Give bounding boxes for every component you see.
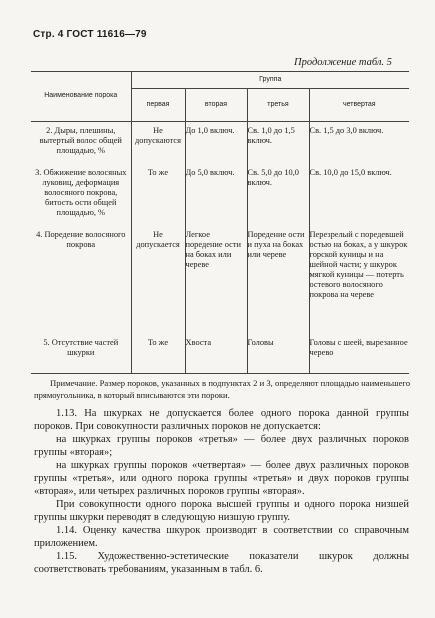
cell-third: Головы bbox=[247, 338, 309, 374]
cell-fourth: Перезрелый с поредевшей остью на боках, а у шкурок горской куницы и на шейной части; у шкурок мягкой куницы — потерть остевого волосяного покрова на череве bbox=[309, 230, 409, 338]
table-row bbox=[31, 122, 409, 168]
table-continuation-caption: Продолжение табл. 5 bbox=[294, 57, 392, 68]
cell-first: Не допускается bbox=[131, 230, 185, 338]
paragraph: 1.15. Художественно-эстетические показатели шкурок должны соответствовать требованиям, указанным в табл. 6. bbox=[34, 551, 409, 575]
header-group-second: вторая bbox=[185, 89, 247, 122]
cell-first: Не допускаются bbox=[131, 122, 185, 168]
cell-second: Легкое поредение ости на боках или череве bbox=[185, 230, 247, 338]
table-row bbox=[31, 338, 409, 374]
body-text bbox=[34, 407, 409, 576]
table-row bbox=[31, 230, 409, 338]
table-row bbox=[31, 168, 409, 230]
defect-name: 3. Обжижение волосяных луковиц, деформация волосяного покрова, битость ости общей площадью, % bbox=[35, 167, 127, 217]
page-header: Стр. 4 ГОСТ 11616—79 bbox=[33, 29, 147, 40]
paragraph: на шкурках группы пороков «третья» — более двух различных пороков группы «вторая»; bbox=[34, 434, 409, 458]
cell-third: Поредение ости и пуха на боках или череве bbox=[247, 230, 309, 338]
cell-first: То же bbox=[131, 168, 185, 230]
header-defect-name: Наименование порока bbox=[31, 72, 131, 122]
cell-second: До 5,0 включ. bbox=[185, 168, 247, 230]
cell-first: То же bbox=[131, 338, 185, 374]
paragraph: При совокупности одного порока высшей группы и одного порока низшей группы шкурки переводят в следующую низшую группу. bbox=[34, 499, 409, 523]
cell-second: Хвоста bbox=[185, 338, 247, 374]
cell-third: Св. 1,0 до 1,5 включ. bbox=[247, 122, 309, 168]
defects-table bbox=[31, 71, 409, 374]
table-note: Примечание. Размер пороков, указанных в подпунктах 2 и 3, определяют площадью наименьшего прямоугольника, в который вписываются эти пороки. bbox=[34, 378, 410, 400]
cell-third: Св. 5,0 до 10,0 включ. bbox=[247, 168, 309, 230]
cell-fourth: Св. 10,0 до 15,0 включ. bbox=[309, 168, 409, 230]
defect-name: 4. Поредение волосяного покрова bbox=[36, 229, 126, 249]
defect-name: 5. Отсутствие частей шкурки bbox=[31, 338, 131, 374]
cell-fourth: Головы с шеей, вырезанное черево bbox=[309, 338, 409, 374]
cell-fourth: Св. 1,5 до 3,0 включ. bbox=[309, 122, 409, 168]
header-group-third: третья bbox=[247, 89, 309, 122]
paragraph: 1.13. На шкурках не допускается более одного порока данной группы пороков. При совокупности различных пороков не допускается: bbox=[34, 408, 409, 432]
paragraph: на шкурках группы пороков «четвертая» — более двух различных пороков группы «третья», или одного порока группы «третья» и двух пороков группы «вторая», или четырех различных пороков группы «вторая». bbox=[34, 460, 409, 497]
header-group-fourth: четвертая bbox=[309, 89, 409, 122]
header-group-first: первая bbox=[131, 89, 185, 122]
paragraph: 1.14. Оценку качества шкурок производят в соответствии со справочным приложением. bbox=[34, 525, 409, 549]
defect-name: 2. Дыры, плешины, вытертый волос общей площадью, % bbox=[39, 126, 122, 156]
header-group: Группа bbox=[131, 72, 409, 89]
cell-second: До 1,0 включ. bbox=[185, 122, 247, 168]
